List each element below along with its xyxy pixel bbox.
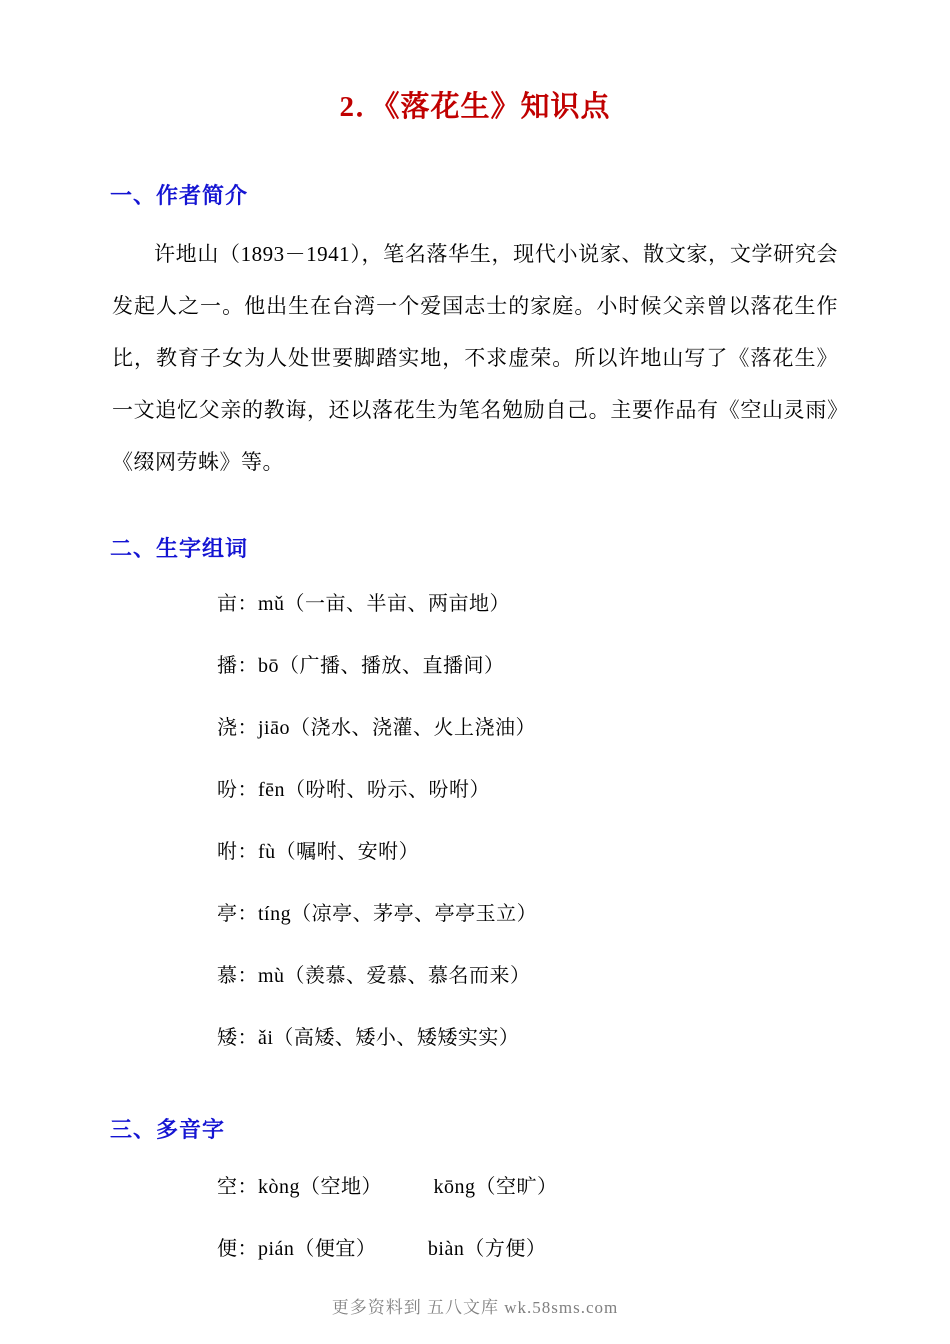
list-item: 慕：mù（羡慕、爱慕、慕名而来） [217, 965, 531, 987]
list-item: 亩：mǔ（一亩、半亩、两亩地） [217, 593, 511, 615]
section-heading-new-words: 二、生字组词 [110, 536, 249, 561]
new-words-list [72, 573, 878, 1069]
list-item: 便：pián（便宜） biàn（方便） [217, 1238, 547, 1260]
page-footer: 更多资料到 五八文库 wk.58sms.com [331, 1298, 619, 1317]
polyphone-list [72, 1156, 878, 1280]
list-item: 咐：fù（嘱咐、安咐） [217, 841, 420, 863]
page-title: 2．《落花生》知识点 [339, 91, 611, 123]
list-item: 播：bō（广播、播放、直播间） [217, 655, 505, 677]
list-item: 浇：jiāo（浇水、浇灌、火上浇油） [217, 717, 536, 739]
section-heading-author: 一、作者简介 [110, 183, 249, 208]
list-item: 亭：tíng（凉亭、茅亭、亭亭玉立） [217, 903, 538, 925]
list-item: 矮：ǎi（高矮、矮小、矮矮实实） [217, 1027, 520, 1049]
list-item: 空：kòng（空地） kōng（空旷） [217, 1176, 558, 1198]
section-heading-polyphones: 三、多音字 [110, 1117, 226, 1142]
author-intro-paragraph: 许地山（1893－1941），笔名落华生，现代小说家、散文家，文学研究会发起人之一。他出生在台湾一个爱国志士的家庭。小时候父亲曾以落花生作比，教育子女为人处世要脚踏实地，不求虚荣。所以许地山写了《落花生》一文追忆父亲的教诲，还以落花生为笔名勉励自己。主要作品有《空山灵雨》《缀网劳蛛》等。 [112, 242, 838, 474]
list-item: 吩：fēn（吩咐、吩示、吩咐） [217, 779, 491, 801]
